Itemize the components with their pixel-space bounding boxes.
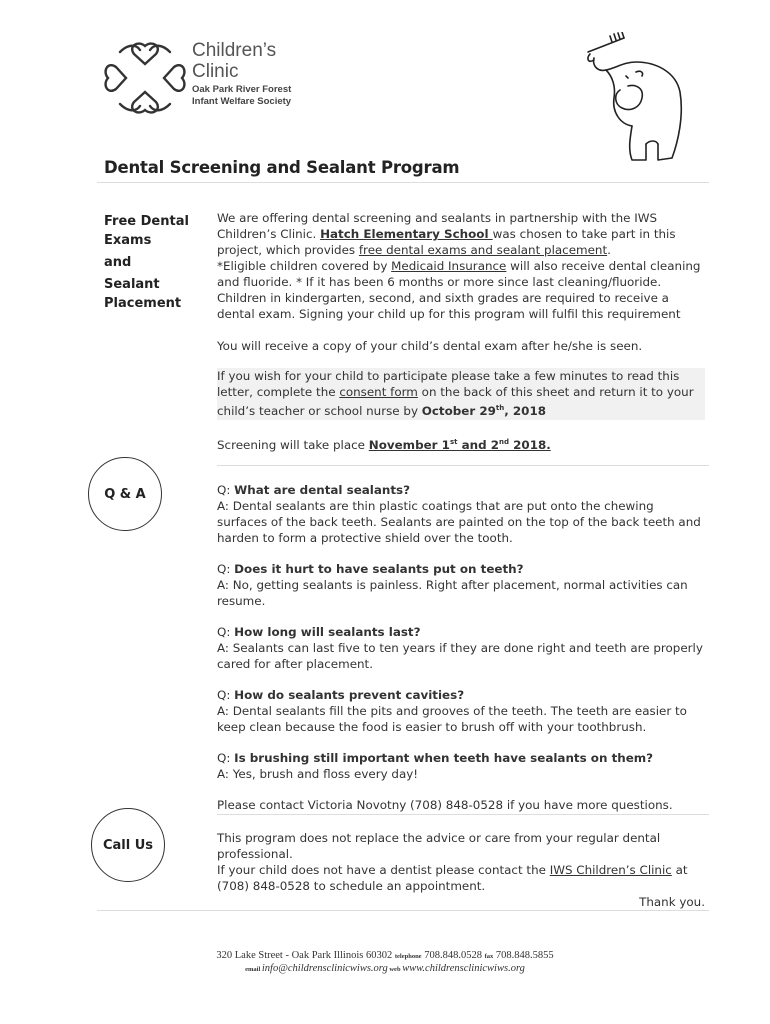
school-name: Hatch Elementary School <box>320 227 493 241</box>
qa-item <box>217 482 705 546</box>
elephant-toothbrush-icon <box>580 32 690 172</box>
text: Q: <box>217 688 235 702</box>
logo-title-line2: Clinic <box>192 61 239 82</box>
web-label: web <box>387 966 403 973</box>
text: 2018. <box>509 437 551 452</box>
question: What are dental sealants? <box>234 483 411 497</box>
text: If your child does not have a dentist please contact the <box>217 863 550 877</box>
superscript: st <box>449 437 458 446</box>
answer: A: Sealants can last five to ten years if they are done right and teeth are properly cared for after placement. <box>217 641 703 671</box>
footer-contact-line <box>0 963 770 974</box>
text: We are offering dental screening and sealants in partnership with the IWS Children’s Clinic. <box>217 211 658 241</box>
hearts-flower-icon <box>100 38 190 118</box>
label-line: Free Dental <box>104 214 189 229</box>
question: Does it hurt to have sealants put on teeth? <box>234 562 524 576</box>
answer: A: Dental sealants are thin plastic coatings that are put onto the chewing surfaces of the back teeth. Sealants are painted on the top of the back teeth and harden to form a protective shield over the tooth. <box>217 499 701 545</box>
copy-paragraph: You will receive a copy of your child’s dental exam after he/she is seen. <box>217 339 643 353</box>
fax: 708.848.5855 <box>493 950 554 961</box>
question: How long will sealants last? <box>234 625 421 639</box>
fax-label: fax <box>484 953 494 960</box>
call-us-circle <box>91 808 165 882</box>
logo-title-line1: Children’s <box>192 40 277 61</box>
text: and 2 <box>457 437 500 452</box>
tel-label: telephone <box>394 953 422 960</box>
footer <box>0 950 770 974</box>
logo-text <box>192 40 291 108</box>
address: 320 Lake Street - Oak Park Illinois 60302 <box>216 950 395 961</box>
text: at (708) 848-0528 to schedule an appointment. <box>217 863 688 893</box>
section1-body <box>217 210 705 453</box>
thank-you: Thank you. <box>639 895 705 909</box>
qa-circle <box>88 457 162 531</box>
superscript: th <box>495 404 505 412</box>
logo-subtitle-line2: Infant Welfare Society <box>192 96 292 107</box>
label-line: and <box>104 255 132 270</box>
text: Q: <box>217 751 235 765</box>
text: Q: <box>217 562 235 576</box>
section-label-free-dental <box>104 212 189 313</box>
qa-item <box>217 687 705 735</box>
consent-form-link[interactable]: consent form <box>339 385 418 399</box>
logo-subtitle-line1: Oak Park River Forest <box>192 84 292 95</box>
text: If you wish for your child to participate please take a few minutes to read this letter, complete the <box>217 369 680 399</box>
iws-clinic-link[interactable]: IWS Children’s Clinic <box>549 863 672 877</box>
text: on the back of this sheet and return it to your child’s teacher or school nurse by <box>217 385 694 418</box>
call-us-label: Call Us <box>102 837 154 853</box>
intro-paragraph <box>217 210 705 322</box>
text: Screening will take place <box>217 437 369 452</box>
contact-paragraph: Please contact Victoria Novotny (708) 848-0528 if you have more questions. <box>217 798 673 812</box>
footer-address-line <box>0 950 770 961</box>
text: Q: <box>217 483 235 497</box>
superscript: nd <box>499 437 510 446</box>
answer: A: Yes, brush and floss every day! <box>217 767 419 781</box>
email-label: email <box>245 966 262 973</box>
deadline-date: October 29 <box>421 403 496 418</box>
free-exams-link[interactable]: free dental exams and sealant placement <box>358 243 608 257</box>
medicaid-link[interactable]: Medicaid Insurance <box>391 259 507 273</box>
question: How do sealants prevent cavities? <box>234 688 465 702</box>
deadline-year: , 2018 <box>504 403 547 418</box>
telephone: 708.848.0528 <box>421 950 485 961</box>
email-link[interactable]: info@childrensclinicwiws.org <box>261 963 388 974</box>
text: Q: <box>217 625 235 639</box>
call-body <box>217 830 705 910</box>
qa-item <box>217 561 705 609</box>
screening-date-paragraph <box>217 434 705 453</box>
screening-divider <box>217 465 709 466</box>
text: . <box>607 243 611 257</box>
qa-divider <box>217 814 709 815</box>
label-line: Sealant <box>104 277 160 292</box>
title-divider <box>97 182 709 183</box>
text: *Eligible children covered by <box>217 259 392 273</box>
text: November 1 <box>368 437 450 452</box>
screening-dates <box>369 438 551 452</box>
qa-item <box>217 750 705 782</box>
answer: A: No, getting sealants is painless. Right after placement, normal activities can resume. <box>217 578 688 608</box>
text: was chosen to take part in this project, which provides <box>217 227 676 257</box>
consent-paragraph <box>217 368 705 420</box>
text: This program does not replace the advice or care from your regular dental professional. <box>217 831 661 861</box>
website-link[interactable]: www.childrensclinicwiws.org <box>402 963 525 974</box>
label-line: Exams <box>104 233 152 248</box>
text: will also receive dental cleaning and fluoride. * If it has been 6 months or more since last cleaning/fluoride. Children in kindergarten, second, and sixth grades are required to receive a dental exam. Signing your child up for this program will fulfil this requirement <box>217 259 701 321</box>
label-line: Placement <box>104 296 182 311</box>
advice-paragraph <box>217 830 705 894</box>
bottom-divider <box>97 910 709 911</box>
answer: A: Dental sealants fill the pits and grooves of the teeth. The teeth are easier to keep clean because the food is easier to brush off with your toothbrush. <box>217 704 687 734</box>
qa-item <box>217 624 705 672</box>
page-title: Dental Screening and Sealant Program <box>104 158 460 177</box>
question: Is brushing still important when teeth have sealants on them? <box>234 751 654 765</box>
qa-label: Q & A <box>104 486 146 502</box>
qa-body <box>217 482 705 813</box>
